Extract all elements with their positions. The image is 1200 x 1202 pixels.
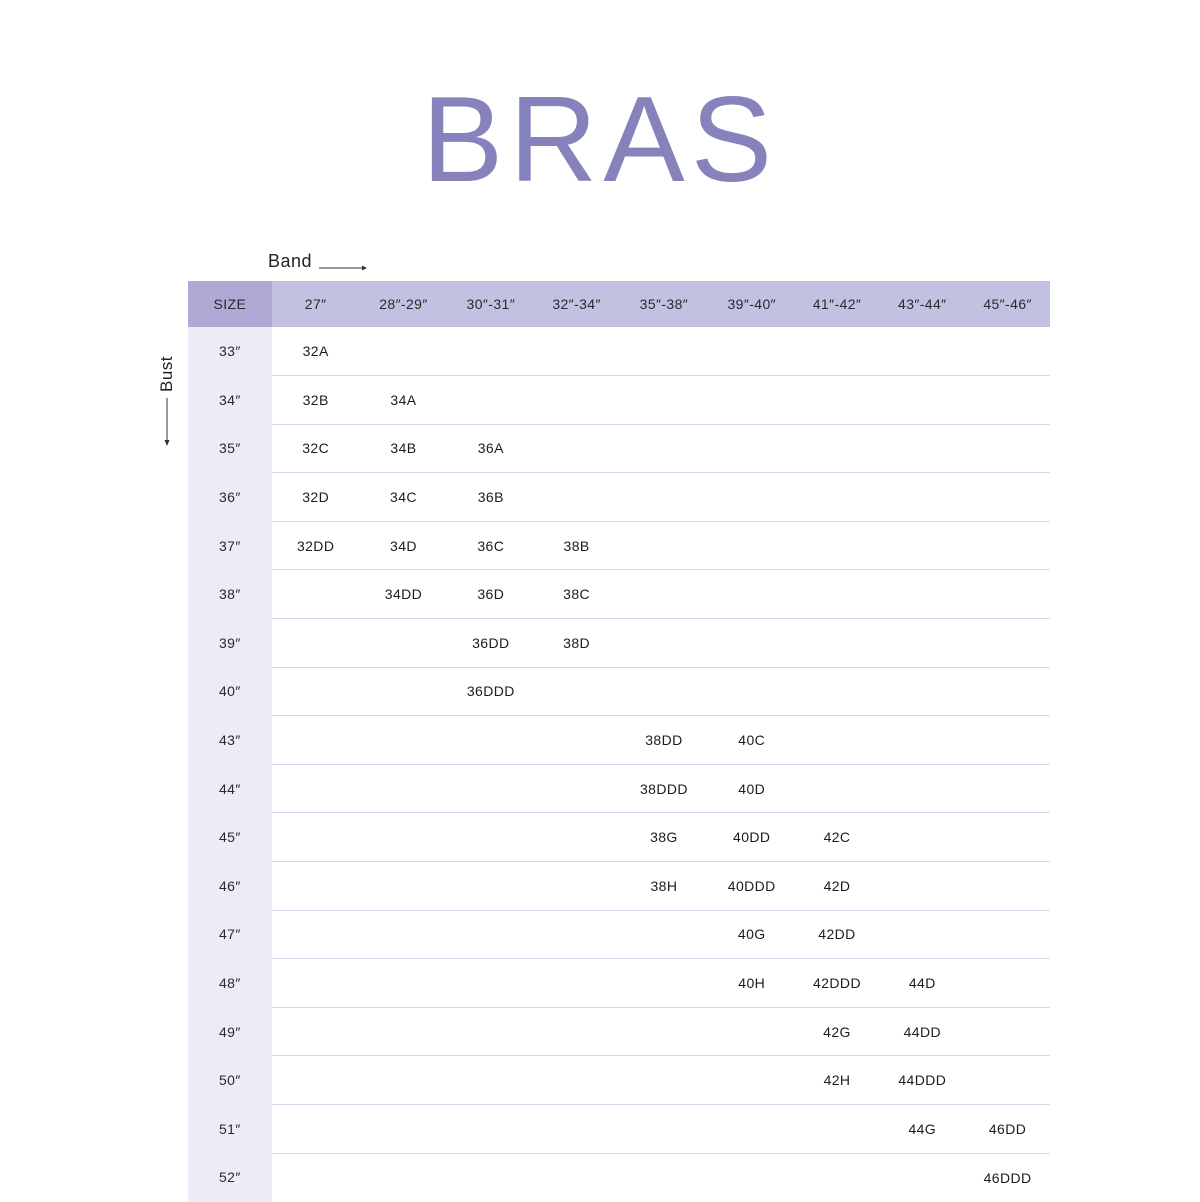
band-size-header: 39″-40″ (709, 281, 795, 327)
bra-size-cell (879, 327, 965, 376)
bra-size-cell (795, 667, 880, 716)
bust-axis (155, 350, 179, 450)
bra-size-cell: 36DDD (447, 667, 534, 716)
bra-size-cell (447, 716, 534, 765)
table-row (188, 376, 1050, 425)
bra-size-cell (795, 764, 880, 813)
bra-size-cell (879, 862, 965, 911)
bra-size-cell (447, 1056, 534, 1105)
bra-size-cell (360, 910, 448, 959)
bra-size-cell: 32A (272, 327, 360, 376)
table-row (188, 619, 1050, 668)
bust-size-cell: 45″ (188, 813, 272, 862)
size-header: SIZE (188, 281, 272, 327)
bra-size-cell (709, 570, 795, 619)
bra-size-cell (879, 1153, 965, 1202)
table-row (188, 959, 1050, 1008)
bra-size-cell (795, 1105, 880, 1154)
bra-size-cell: 38D (534, 619, 619, 668)
band-size-header: 35″-38″ (619, 281, 709, 327)
bra-size-cell (619, 327, 709, 376)
bra-size-cell: 38H (619, 862, 709, 911)
bra-size-cell (447, 1105, 534, 1154)
band-axis-label: Band (268, 251, 313, 271)
bra-size-cell (619, 424, 709, 473)
bra-size-cell (360, 327, 448, 376)
bra-size-cell (619, 619, 709, 668)
bra-size-cell: 42H (795, 1056, 880, 1105)
bra-size-cell (447, 1153, 534, 1202)
bra-size-cell (965, 1056, 1050, 1105)
bra-size-cell: 44DDD (879, 1056, 965, 1105)
bust-size-cell: 40″ (188, 667, 272, 716)
bra-size-cell (447, 813, 534, 862)
page-title: BRAS (421, 71, 779, 207)
table-row (188, 1007, 1050, 1056)
table-body (188, 327, 1050, 1202)
bra-size-cell (360, 813, 448, 862)
band-size-header: 27″ (272, 281, 360, 327)
bra-size-cell (272, 1105, 360, 1154)
bra-size-cell (965, 813, 1050, 862)
bust-size-cell: 43″ (188, 716, 272, 765)
bra-size-cell (879, 570, 965, 619)
bra-size-cell (965, 619, 1050, 668)
bra-size-cell (360, 862, 448, 911)
bra-size-cell (534, 473, 619, 522)
bra-size-cell (619, 521, 709, 570)
bra-size-cell (965, 521, 1050, 570)
table-row (188, 521, 1050, 570)
bust-size-cell: 46″ (188, 862, 272, 911)
bra-size-cell (447, 959, 534, 1008)
bust-size-cell: 36″ (188, 473, 272, 522)
arrow-right-icon (319, 263, 369, 273)
bra-size-cell (534, 667, 619, 716)
bra-size-cell (795, 473, 880, 522)
bra-size-cell (534, 376, 619, 425)
bra-size-cell (534, 424, 619, 473)
band-size-header: 32″-34″ (534, 281, 619, 327)
bra-size-cell (795, 570, 880, 619)
bra-size-cell: 46DD (965, 1105, 1050, 1154)
bra-size-cell (965, 764, 1050, 813)
bra-size-cell: 42DD (795, 910, 880, 959)
bra-size-cell (272, 1007, 360, 1056)
bra-size-cell (795, 619, 880, 668)
bra-size-cell: 38C (534, 570, 619, 619)
bra-size-cell: 40DDD (709, 862, 795, 911)
bra-size-cell: 32DD (272, 521, 360, 570)
bra-size-cell (879, 813, 965, 862)
bra-size-cell (534, 1007, 619, 1056)
bra-size-cell (965, 327, 1050, 376)
bust-size-cell: 52″ (188, 1153, 272, 1202)
bra-size-cell (360, 1007, 448, 1056)
bra-size-cell (534, 959, 619, 1008)
band-size-header: 28″-29″ (360, 281, 448, 327)
bra-size-cell: 34B (360, 424, 448, 473)
table-row (188, 862, 1050, 911)
bra-size-cell: 42D (795, 862, 880, 911)
bra-size-cell (619, 1056, 709, 1105)
bra-size-cell: 36DD (447, 619, 534, 668)
bra-size-cell (534, 1153, 619, 1202)
bra-size-cell (795, 376, 880, 425)
bra-size-cell: 42DDD (795, 959, 880, 1008)
bust-size-cell: 33″ (188, 327, 272, 376)
bra-size-cell (619, 1153, 709, 1202)
bra-size-cell (879, 521, 965, 570)
bra-size-cell (709, 619, 795, 668)
bra-size-cell (709, 376, 795, 425)
bust-size-cell: 47″ (188, 910, 272, 959)
band-size-header: 30″-31″ (447, 281, 534, 327)
bra-size-cell (272, 570, 360, 619)
bra-size-cell (619, 570, 709, 619)
bra-size-cell: 38B (534, 521, 619, 570)
bra-size-cell (447, 327, 534, 376)
bra-size-cell: 38DD (619, 716, 709, 765)
bra-size-cell (360, 1056, 448, 1105)
bra-size-cell (709, 1056, 795, 1105)
bra-size-cell (619, 1007, 709, 1056)
bra-size-cell: 44DD (879, 1007, 965, 1056)
bra-size-cell (795, 327, 880, 376)
bra-size-cell (879, 667, 965, 716)
bust-size-cell: 37″ (188, 521, 272, 570)
bra-size-cell (965, 716, 1050, 765)
bust-size-cell: 48″ (188, 959, 272, 1008)
table-row (188, 764, 1050, 813)
bust-size-cell: 34″ (188, 376, 272, 425)
table-row (188, 424, 1050, 473)
bra-size-cell (360, 1153, 448, 1202)
bra-size-cell (619, 1105, 709, 1154)
bra-size-cell: 36A (447, 424, 534, 473)
bra-size-cell: 44D (879, 959, 965, 1008)
bra-size-cell (965, 1007, 1050, 1056)
table-row (188, 667, 1050, 716)
bust-size-cell: 38″ (188, 570, 272, 619)
bra-size-cell (360, 667, 448, 716)
bust-axis-label: Bust (157, 355, 176, 393)
bra-size-cell (447, 764, 534, 813)
bra-size-cell (879, 473, 965, 522)
bra-size-cell: 34A (360, 376, 448, 425)
bra-size-cell (619, 910, 709, 959)
bra-size-cell (272, 862, 360, 911)
bra-size-cell (965, 424, 1050, 473)
bra-size-cell (879, 910, 965, 959)
table-row (188, 1105, 1050, 1154)
bra-size-cell (965, 667, 1050, 716)
bra-size-cell (965, 959, 1050, 1008)
bra-size-cell (879, 764, 965, 813)
size-chart-table (188, 281, 1050, 1202)
bra-size-cell (272, 910, 360, 959)
bra-size-cell: 42G (795, 1007, 880, 1056)
bra-size-cell (447, 1007, 534, 1056)
bra-size-cell (795, 716, 880, 765)
bra-size-cell (879, 619, 965, 668)
bra-size-cell: 32D (272, 473, 360, 522)
bra-size-cell: 40H (709, 959, 795, 1008)
bra-size-cell (709, 327, 795, 376)
bra-size-cell (447, 910, 534, 959)
bust-size-cell: 35″ (188, 424, 272, 473)
table-row (188, 473, 1050, 522)
bra-size-cell (965, 376, 1050, 425)
bra-size-cell (272, 716, 360, 765)
bra-size-cell (879, 376, 965, 425)
bra-size-cell (272, 1153, 360, 1202)
table-row (188, 716, 1050, 765)
band-size-header: 45″-46″ (965, 281, 1050, 327)
table-row (188, 327, 1050, 376)
bra-size-cell (965, 570, 1050, 619)
bust-size-cell: 49″ (188, 1007, 272, 1056)
bra-size-cell (447, 376, 534, 425)
bra-size-cell (360, 716, 448, 765)
bra-size-cell (965, 910, 1050, 959)
bra-size-cell: 34D (360, 521, 448, 570)
bra-size-cell: 32B (272, 376, 360, 425)
bra-size-cell: 42C (795, 813, 880, 862)
bra-size-cell (272, 1056, 360, 1105)
table-row (188, 570, 1050, 619)
table-row (188, 1056, 1050, 1105)
bra-size-cell (709, 667, 795, 716)
bra-size-cell: 36D (447, 570, 534, 619)
bra-size-cell (272, 813, 360, 862)
bra-size-cell (272, 959, 360, 1008)
bra-size-cell (360, 619, 448, 668)
bra-size-cell (360, 959, 448, 1008)
bust-size-cell: 50″ (188, 1056, 272, 1105)
bra-size-cell: 40DD (709, 813, 795, 862)
bra-size-cell: 44G (879, 1105, 965, 1154)
bust-size-cell: 39″ (188, 619, 272, 668)
bra-size-cell (709, 424, 795, 473)
band-size-header: 43″-44″ (879, 281, 965, 327)
bra-size-cell (709, 1007, 795, 1056)
bra-size-cell (795, 521, 880, 570)
bra-size-cell (447, 862, 534, 911)
bra-size-cell (879, 424, 965, 473)
bra-size-cell (965, 473, 1050, 522)
bra-size-cell (534, 910, 619, 959)
bra-size-cell: 40C (709, 716, 795, 765)
bra-size-cell (272, 667, 360, 716)
bra-size-cell: 40G (709, 910, 795, 959)
bra-size-cell: 36C (447, 521, 534, 570)
bra-size-cell (709, 473, 795, 522)
bra-size-cell (534, 764, 619, 813)
bra-size-cell (534, 716, 619, 765)
bra-size-cell: 34DD (360, 570, 448, 619)
bra-size-cell (965, 862, 1050, 911)
bra-size-cell (619, 667, 709, 716)
bra-size-cell (534, 1105, 619, 1154)
bra-size-cell: 38G (619, 813, 709, 862)
bra-size-cell (619, 473, 709, 522)
bra-size-cell (709, 1153, 795, 1202)
table-row (188, 813, 1050, 862)
bra-size-cell: 46DDD (983, 1169, 1032, 1186)
header-row (188, 281, 1050, 327)
bra-size-cell (360, 1105, 448, 1154)
bra-size-cell: 34C (360, 473, 448, 522)
bra-size-cell: 36B (447, 473, 534, 522)
bra-size-cell (879, 716, 965, 765)
bust-size-cell: 44″ (188, 764, 272, 813)
bra-size-cell (272, 764, 360, 813)
bra-size-cell (795, 424, 880, 473)
table-row (188, 1153, 1050, 1202)
bra-size-cell (272, 619, 360, 668)
bra-size-cell (709, 1105, 795, 1154)
bra-size-cell (534, 327, 619, 376)
bra-size-cell (534, 862, 619, 911)
bra-size-cell: 40D (709, 764, 795, 813)
bra-size-cell (534, 1056, 619, 1105)
bra-size-cell: 32C (272, 424, 360, 473)
bust-size-cell: 51″ (188, 1105, 272, 1154)
bra-size-cell (709, 521, 795, 570)
bra-size-cell (534, 813, 619, 862)
bra-size-cell: 38DDD (619, 764, 709, 813)
band-size-header: 41″-42″ (795, 281, 880, 327)
bra-size-cell (795, 1153, 880, 1202)
bra-size-cell (619, 959, 709, 1008)
bra-size-cell (619, 376, 709, 425)
bra-size-cell (360, 764, 448, 813)
arrow-down-icon (162, 398, 172, 448)
table-row (188, 910, 1050, 959)
